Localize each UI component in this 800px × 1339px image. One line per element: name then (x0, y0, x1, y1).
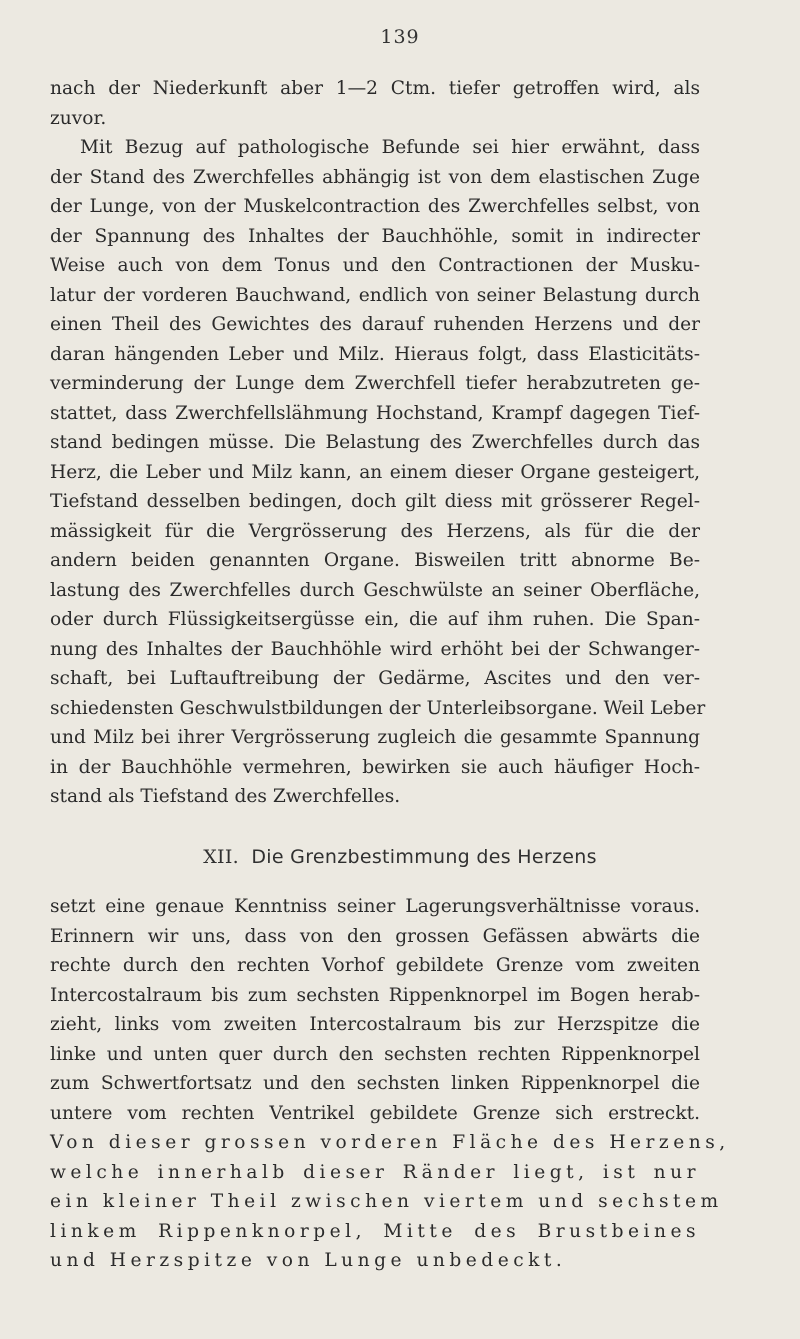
text-line-spaced: welche innerhalb dieser Ränder liegt, ist nur (50, 1161, 700, 1183)
text-line: schiedensten Geschwulstbildungen der Unterleibsorgane. Weil Leber (50, 697, 706, 719)
text-line: Mit Bezug auf pathologische Befunde sei hier erwähnt, dass (80, 137, 700, 158)
text-line: oder durch Flüssigkeitsergüsse ein, die auf ihm ruhen. Die Span- (50, 609, 700, 630)
text-block-bottom (50, 892, 730, 1276)
text-line: der Lunge, von der Muskelcontraction des Zwerchfelles selbst, von (50, 196, 700, 217)
text-line: setzt eine genaue Kenntniss seiner Lagerungsverhältnisse voraus. (50, 896, 700, 917)
text-line: stand als Tiefstand des Zwerchfelles. (50, 786, 401, 807)
text-line: linke und unten quer durch den sechsten rechten Rippenknorpel (50, 1043, 700, 1065)
text-line: stand bedingen müsse. Die Belastung des Zwerchfelles durch das (50, 432, 700, 453)
paragraph-heart-borders (50, 892, 730, 1276)
section-number: XII. (203, 846, 239, 868)
text-line: Weise auch von dem Tonus und den Contractionen der Musku- (50, 255, 700, 276)
page-number: 139 (380, 26, 420, 48)
text-line: schaft, bei Luftauftreibung der Gedärme, Ascites und den ver- (50, 668, 700, 689)
section-title: Die Grenzbestimmung des Herzens (251, 846, 597, 868)
text-line: zuvor. (50, 107, 107, 129)
text-line: Herz, die Leber und Milz kann, an einem dieser Organe gesteigert, (50, 461, 700, 483)
text-line: Erinnern wir uns, dass von den grossen Gefässen abwärts die (50, 925, 700, 947)
text-line: nach der Niederkunft aber 1—2 Ctm. tiefer getroffen wird, als (50, 78, 700, 99)
text-line: latur der vorderen Bauchwand, endlich von seiner Belastung durch (50, 284, 700, 306)
text-line-spaced: ein kleiner Theil zwischen viertem und sechstem (50, 1191, 723, 1212)
paragraph-diaphragm-pathology (50, 133, 706, 812)
text-line: Intercostalraum bis zum sechsten Rippenknorpel im Bogen herab- (50, 984, 700, 1006)
text-line: rechte durch den rechten Vorhof gebildete Grenze vom zweiten (50, 955, 700, 976)
text-line: daran hängenden Leber und Milz. Hieraus folgt, dass Elasticitäts- (50, 343, 700, 365)
text-line: zum Schwertfortsatz und den sechsten linken Rippenknorpel die (50, 1073, 700, 1094)
text-line-spaced: linkem Rippenknorpel, Mitte des Brustbeines (50, 1220, 700, 1242)
text-line: nung des Inhaltes der Bauchhöhle wird erhöht bei der Schwanger- (50, 638, 700, 660)
section-heading (0, 846, 800, 868)
text-line: Tiefstand desselben bedingen, doch gilt diess mit grösserer Regel- (50, 491, 700, 512)
text-line: in der Bauchhöhle vermehren, bewirken sie auch häufiger Hoch- (50, 756, 700, 778)
text-line: mässigkeit für die Vergrösserung des Herzens, als für die der (50, 520, 700, 542)
text-line: verminderung der Lunge dem Zwerchfell tiefer herabzutreten ge- (50, 373, 700, 394)
paragraph-continuation (50, 74, 700, 133)
text-line-spaced: Von dieser grossen vorderen Fläche des Herzens, (50, 1132, 730, 1153)
text-line: untere vom rechten Ventrikel gebildete Grenze sich erstreckt. (50, 1102, 700, 1124)
text-line: der Spannung des Inhaltes der Bauchhöhle, somit in indirecter (50, 225, 700, 247)
text-line: und Milz bei ihrer Vergrösserung zugleich die gesammte Spannung (50, 727, 700, 748)
text-line: der Stand des Zwerchfelles abhängig ist von dem elastischen Zuge (50, 166, 700, 188)
text-line: lastung des Zwerchfelles durch Geschwülste an seiner Oberfläche, (50, 579, 700, 601)
text-line-spaced: und Herzspitze von Lunge unbedeckt. (50, 1250, 567, 1271)
text-line: zieht, links vom zweiten Intercostalraum bis zur Herzspitze die (50, 1014, 700, 1035)
text-line: andern beiden genannten Organe. Bisweilen tritt abnorme Be- (50, 550, 700, 571)
text-line: stattet, dass Zwerchfellslähmung Hochstand, Krampf dagegen Tief- (50, 402, 700, 424)
text-block-top (50, 74, 706, 812)
text-line: einen Theil des Gewichtes des darauf ruhenden Herzens und der (50, 314, 700, 335)
